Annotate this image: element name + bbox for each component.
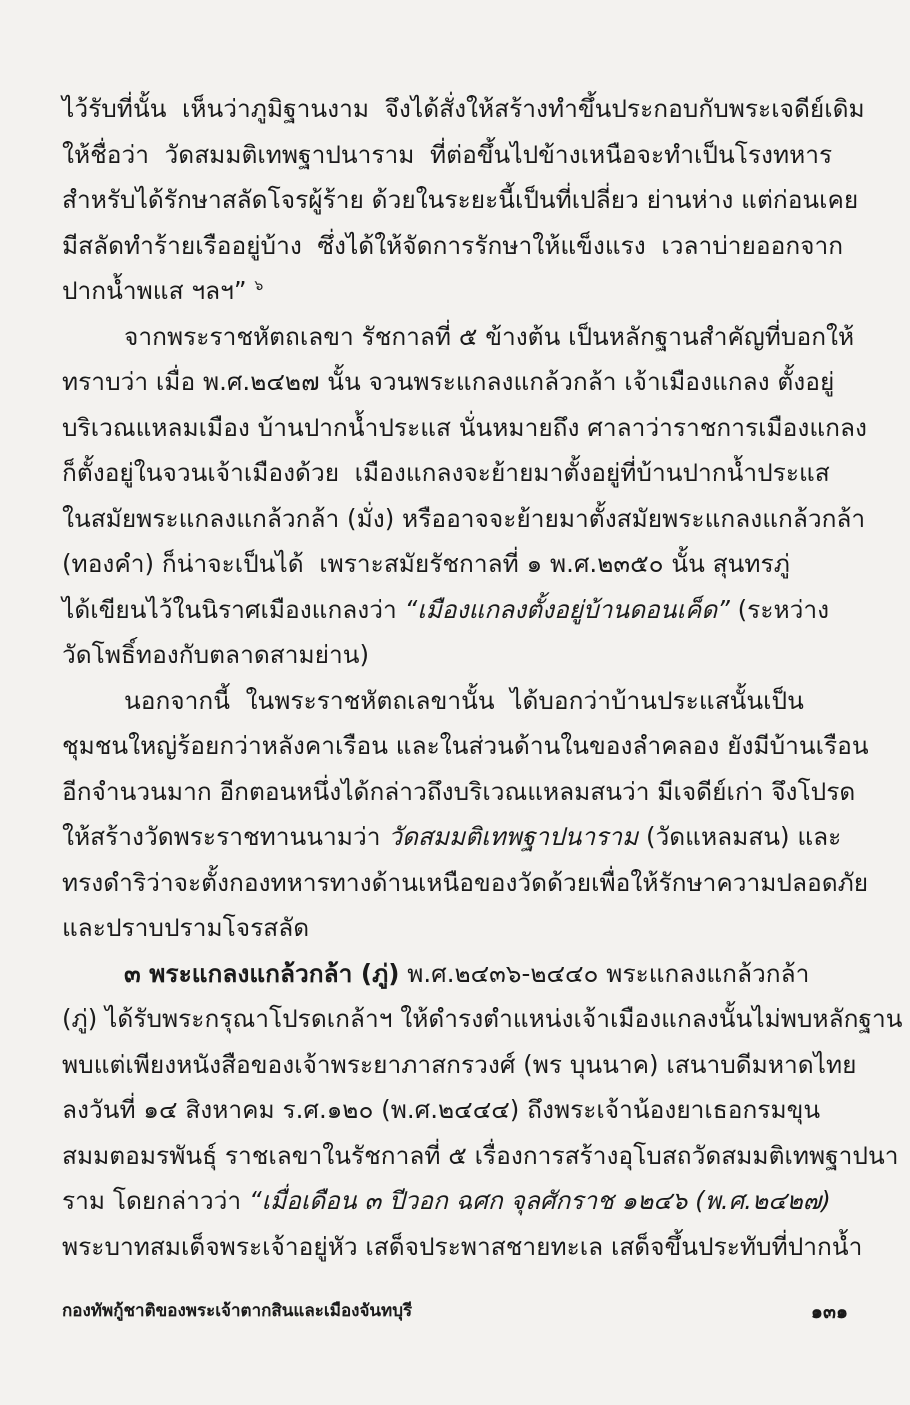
text-line: ทราบว่า เมื่อ พ.ศ.๒๔๒๗ นั้น จวนพระแกลงแกล้วกล้า เจ้าเมืองแกลง ตั้งอยู่	[62, 367, 835, 396]
text-line: ๓ พระแกลงแกล้วกล้า (ภู่) พ.ศ.๒๔๓๖-๒๔๔๐ พระแกลงแกล้วกล้า	[124, 958, 810, 988]
body-text	[62, 86, 903, 1269]
text-line: ได้เขียนไว้ในนิราศเมืองแกลงว่า “เมืองแกลงตั้งอยู่บ้านดอนเค็ด” (ระหว่าง	[62, 594, 830, 624]
text-line: (ภู่) ได้รับพระกรุณาโปรดเกล้าฯ ให้ดำรงตำแหน่งเจ้าเมืองแกลงนั้นไม่พบหลักฐาน	[62, 1004, 903, 1033]
text-line: ให้สร้างวัดพระราชทานนามว่า วัดสมมติเทพฐาปนาราม (วัดแหลมสน) และ	[62, 822, 842, 851]
text-line: บริเวณแหลมเมือง บ้านปากน้ำประแส นั่นหมายถึง ศาลาว่าราชการเมืองแกลง	[62, 412, 867, 442]
text-line: สมมตอมรพันธุ์ ราชเลขาในรัชกาลที่ ๕ เรื่องการสร้างอุโบสถวัดสมมติเทพฐาปนา	[62, 1140, 899, 1170]
text-line: มีสลัดทำร้ายเรืออยู่บ้าง ซึ่งได้ให้จัดการรักษาให้แข็งแรง เวลาบ่ายออกจาก	[62, 230, 844, 260]
text-line: วัดโพธิ์ทองกับตลาดสามย่าน)	[62, 640, 370, 669]
page-number: ๑๓๑	[810, 1301, 848, 1323]
text-line: และปราบปรามโจรสลัด	[62, 913, 310, 942]
temple-name: วัดสมมติเทพฐาปนาราม	[388, 822, 639, 851]
text-line: ปากน้ำพแส ฯลฯ” $^๖$	[62, 276, 264, 305]
text-line: (ทองคำ) ก็น่าจะเป็นได้ เพราะสมัยรัชกาลที่ ๑ พ.ศ.๒๓๕๐ นั้น สุนทรภู่	[62, 549, 790, 578]
text-line: ราม โดยกล่าวว่า “เมื่อเดือน ๓ ปีวอก ฉศก จุลศักราช ๑๒๔๖ (พ.ศ.๒๔๒๗)	[62, 1186, 831, 1215]
page-footer	[62, 1297, 848, 1327]
text-line: ในสมัยพระแกลงแกล้วกล้า (มั่ง) หรืออาจจะย้ายมาตั้งสมัยพระแกลงแกล้วกล้า	[62, 503, 866, 533]
text-line: ก็ตั้งอยู่ในจวนเจ้าเมืองด้วย เมืองแกลงจะย้ายมาตั้งอยู่ที่บ้านปากน้ำประแส	[62, 458, 830, 487]
text-line: พระบาทสมเด็จพระเจ้าอยู่หัว เสด็จประพาสชายทะเล เสด็จขึ้นประทับที่ปากน้ำ	[62, 1231, 863, 1261]
text-line: ไว้รับที่นั้น เห็นว่าภูมิฐานงาม จึงได้สั่งให้สร้างทำขึ้นประกอบกับพระเจดีย์เดิม	[62, 94, 865, 123]
text-line: อีกจำนวนมาก อีกตอนหนึ่งได้กล่าวถึงบริเวณแหลมสนว่า มีเจดีย์เก่า จึงโปรด	[62, 776, 856, 806]
book-title: กองทัพกู้ชาติของพระเจ้าตากสินและเมืองจันทบุรี	[62, 1301, 413, 1321]
section-heading: ๓ พระแกลงแกล้วกล้า (ภู่)	[124, 958, 400, 988]
text-line: นอกจากนี้ ในพระราชหัตถเลขานั้น ได้บอกว่าบ้านประแสนั้นเป็น	[124, 685, 804, 715]
quote: “เมื่อเดือน ๓ ปีวอก ฉศก จุลศักราช ๑๒๔๖ (พ.ศ.๒๔๒๗)	[248, 1186, 831, 1215]
text-line: ให้ชื่อว่า วัดสมมติเทพฐาปนาราม ที่ต่อขึ้นไปข้างเหนือจะทำเป็นโรงทหาร	[62, 139, 833, 169]
text-line: ทรงดำริว่าจะตั้งกองทหารทางด้านเหนือของวัดด้วยเพื่อให้รักษาความปลอดภัย	[62, 867, 869, 897]
text-line: ลงวันที่ ๑๔ สิงหาคม ร.ศ.๑๒๐ (พ.ศ.๒๔๔๔) ถึงพระเจ้าน้องยาเธอกรมขุน	[62, 1095, 821, 1124]
footnote-marker: ๖	[254, 277, 264, 294]
text-line: จากพระราชหัตถเลขา รัชกาลที่ ๕ ข้างต้น เป็นหลักฐานสำคัญที่บอกให้	[124, 321, 855, 351]
text-line: สำหรับได้รักษาสลัดโจรผู้ร้าย ด้วยในระยะนี้เป็นที่เปลี่ยว ย่านห่าง แต่ก่อนเคย	[62, 185, 859, 214]
text-line: พบแต่เพียงหนังสือของเจ้าพระยาภาสกรวงศ์ (พร บุนนาค) เสนาบดีมหาดไทย	[62, 1049, 857, 1079]
text-line: ชุมชนใหญ่ร้อยกว่าหลังคาเรือน และในส่วนด้านในของลำคลอง ยังมีบ้านเรือน	[62, 731, 869, 760]
poem-quote: “เมืองแกลงตั้งอยู่บ้านดอนเค็ด”	[404, 594, 730, 624]
